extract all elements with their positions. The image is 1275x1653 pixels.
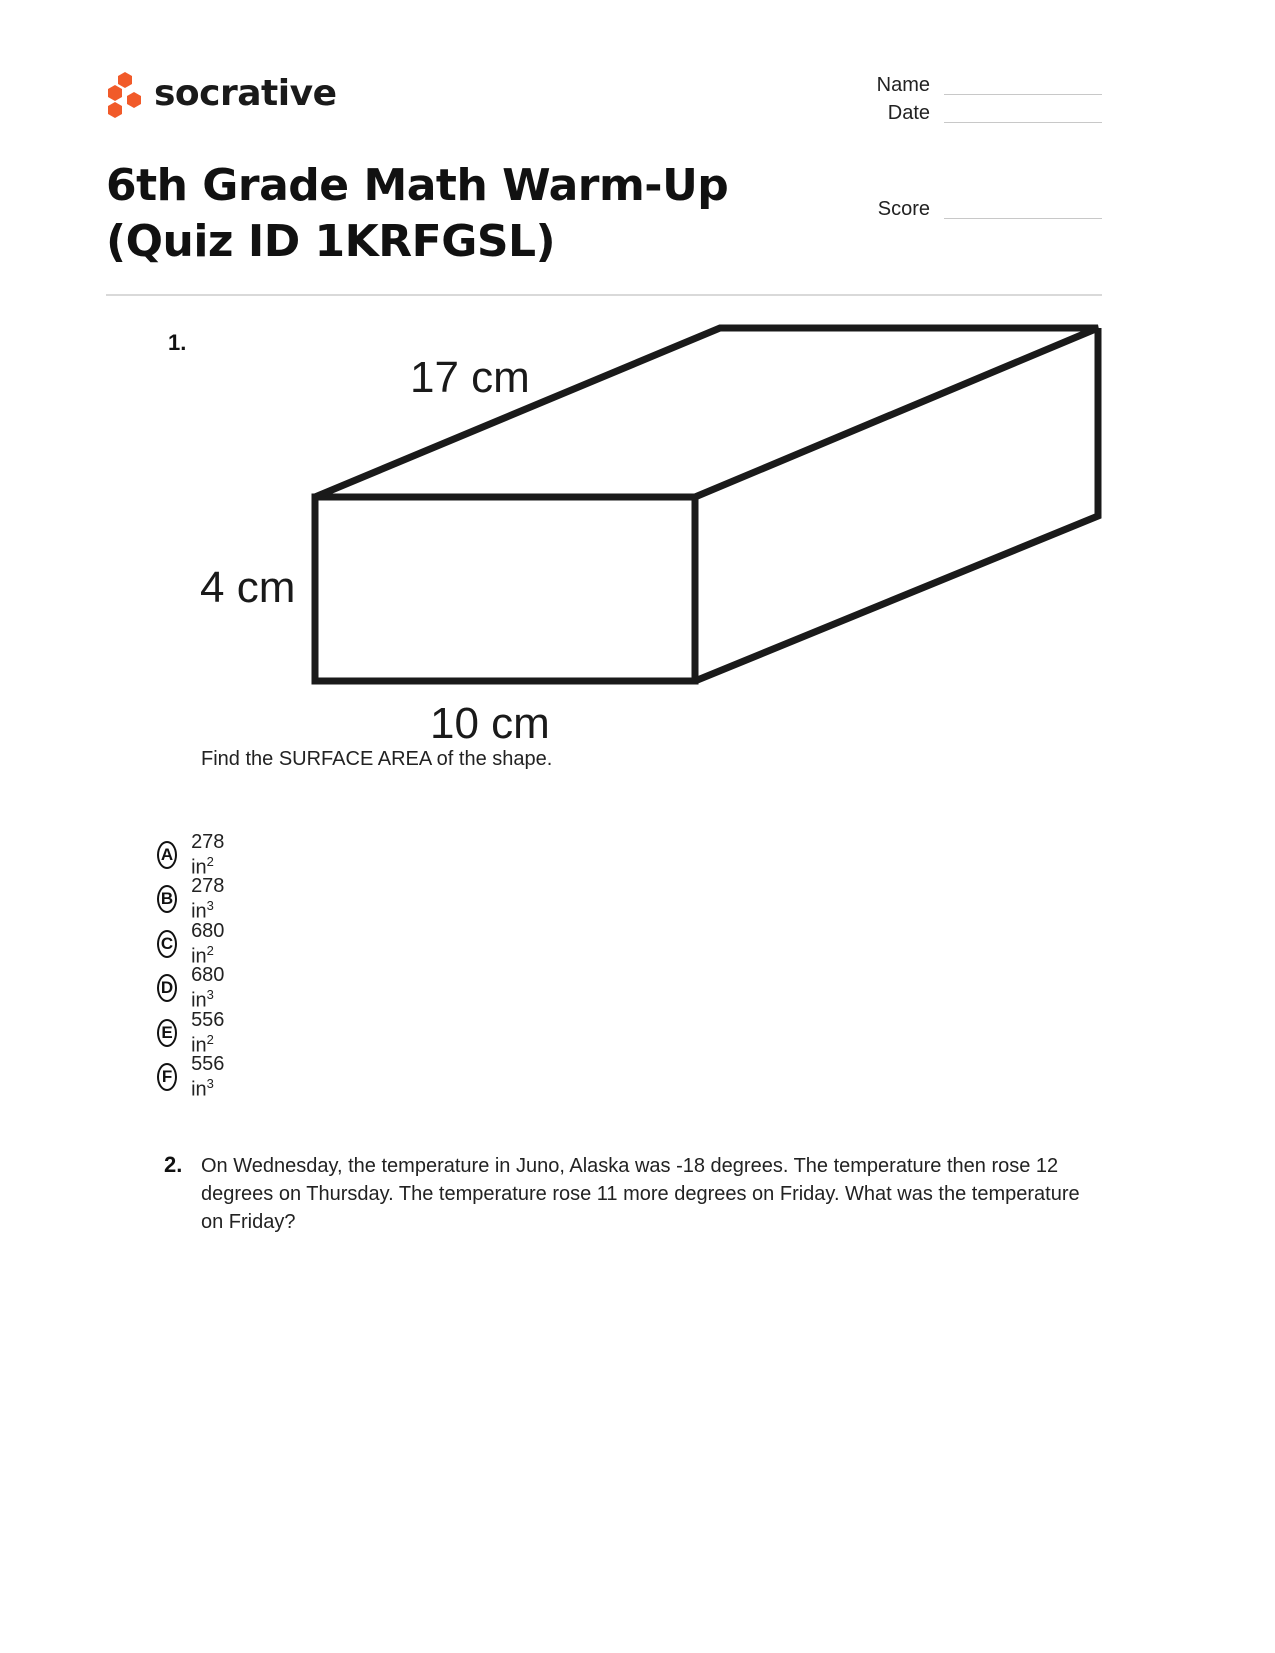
option-c-bubble[interactable]: C — [157, 930, 177, 958]
question-1-number: 1. — [168, 330, 187, 355]
option-d-text: 680 $in^3$ — [191, 963, 225, 1012]
height-label: 4 cm — [200, 563, 296, 612]
name-line[interactable] — [944, 94, 1102, 95]
option-c[interactable] — [157, 919, 232, 968]
option-f[interactable] — [157, 1052, 232, 1101]
option-f-bubble[interactable]: F — [157, 1063, 177, 1091]
option-d[interactable] — [157, 963, 232, 1012]
option-a-text: 278 $in^2$ — [191, 830, 225, 879]
question-2-prompt: On Wednesday, the temperature in Juno, Alaska was -18 degrees. The temperature then rose 12 degrees on Thursday. The temperature rose 11 more degrees on Friday. What was the temperature on Friday? — [201, 1155, 1080, 1233]
date-label: Date — [887, 102, 930, 124]
option-f-text: 556 $in^3$ — [191, 1052, 225, 1101]
option-e-bubble[interactable]: E — [157, 1019, 177, 1047]
question-1-prompt: Find the SURFACE AREA of the shape. — [201, 748, 553, 770]
option-b-bubble[interactable]: B — [157, 885, 177, 913]
option-a-bubble[interactable]: A — [157, 841, 177, 869]
question-2-number: 2. — [164, 1152, 183, 1177]
option-b[interactable] — [157, 874, 232, 923]
score-field[interactable] — [860, 198, 930, 221]
name-field[interactable] — [860, 74, 930, 97]
page-title: 6th Grade Math Warm-Up (Quiz ID 1KRFGSL) — [106, 160, 729, 267]
socrative-logo — [106, 70, 336, 118]
date-field[interactable] — [860, 102, 930, 125]
width-label: 10 cm — [430, 699, 550, 748]
rectangular-prism-figure — [150, 320, 1110, 760]
header-divider — [106, 294, 1102, 296]
option-b-text: 278 $in^3$ — [191, 874, 225, 923]
name-label: Name — [876, 74, 930, 96]
date-line[interactable] — [944, 122, 1102, 123]
score-line[interactable] — [944, 218, 1102, 219]
option-a[interactable] — [157, 830, 232, 879]
length-label: 17 cm — [410, 353, 530, 402]
option-c-text: 680 $in^2$ — [191, 919, 225, 968]
brand-name: socrative — [154, 73, 337, 114]
score-label: Score — [877, 198, 930, 220]
option-e[interactable] — [157, 1008, 232, 1057]
option-d-bubble[interactable]: D — [157, 974, 177, 1002]
option-e-text: 556 $in^2$ — [191, 1008, 225, 1057]
hexagon-cluster-icon — [106, 70, 144, 118]
